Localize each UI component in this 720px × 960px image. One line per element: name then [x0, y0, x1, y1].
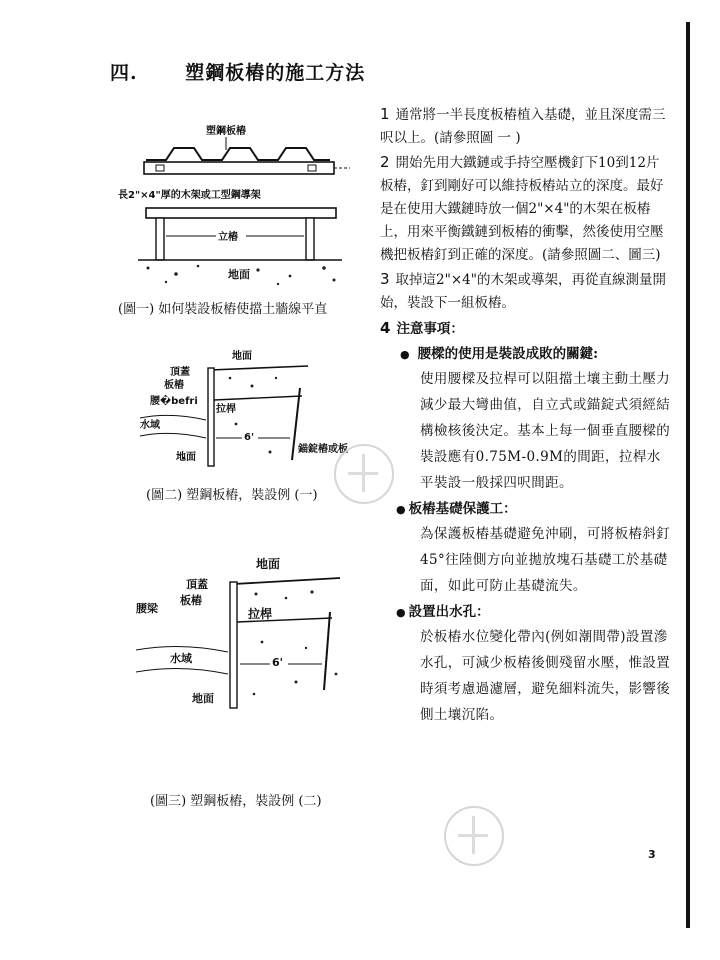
- watermark-stamp-icon-2: [444, 806, 504, 866]
- instructions-column: [380, 103, 672, 728]
- note-3-title: ● 設置出水孔：: [396, 601, 672, 624]
- note-2-title: ● 板樁基礎保護工：: [396, 498, 672, 521]
- fig2-label-anchor: 錨錠樁或板: [298, 444, 348, 455]
- step-2: 2 開始先用大鐵鏈或手持空壓機釘下10到12片板樁，釘到剛好可以維持板樁站立的深度。最好是在使用大鐵鏈時放一個2"×4"的木架在板樁上，用來平衡鐵鏈到板樁的衝擊，然後使用空壓機把板樁釘到正確的深度。(請參照圖二、圖三): [380, 153, 664, 263]
- fig3-label-top-ground: 地面: [256, 557, 281, 571]
- figure-1: [118, 120, 358, 290]
- figure-2: [140, 348, 370, 473]
- fig1-label-ground: 地面: [228, 268, 250, 281]
- fig2-label-pile: 板樁: [164, 380, 184, 391]
- fig3-label-cap: 頂蓋: [186, 578, 208, 591]
- note-3-body: 於板樁水位變化帶內(例如潮間帶)設置滲水孔，可減少板樁後側殘留水壓，惟設置時須考慮過濾層，避免細料流失，影響後側土壤沉陷。: [420, 629, 671, 723]
- fig1-label-sheet-pile: 塑鋼板樁: [206, 126, 246, 137]
- fig2-label-wale: 腰�befri: [150, 396, 198, 407]
- note-1-title: ● 腰樑的使用是裝設成敗的關鍵:: [400, 343, 672, 366]
- step-1: 1 通常將一半長度板樁植入基礎，並且深度需三呎以上。(請參照圖 一 ): [380, 105, 666, 146]
- fig3-label-wale: 腰梁: [136, 602, 158, 615]
- fig1-label-frame: 長2"×4"厚的木架或工型鋼導架: [118, 190, 261, 201]
- figure-1-drawing: [118, 120, 358, 290]
- figure-2-drawing: [140, 348, 370, 473]
- fig3-label-tie: 拉桿: [248, 607, 273, 621]
- fig2-label-ground: 地面: [176, 452, 196, 463]
- fig2-label-six: 6': [244, 432, 255, 443]
- page-number: 3: [648, 848, 656, 861]
- figure-1-caption: (圖一) 如何裝設板樁使擋土牆線平直: [118, 302, 328, 317]
- fig2-label-water: 水域: [140, 420, 160, 431]
- fig3-label-ground: 地面: [192, 692, 214, 705]
- section-title: 塑鋼板樁的施工方法: [185, 62, 366, 84]
- note-1-body: 使用腰樑及拉桿可以阻擋土壤主動土壓力減少最大彎曲值，自立式或錨錠式須經結構檢核後決定。基本上每一個垂直腰樑的裝設應有0.75M-0.9M的間距，拉桿水平裝設一般採四呎間距。: [420, 371, 671, 491]
- step-3: 3 取掉這2"×4"的木架或導架，再從直線測量開始，裝設下一組板樁。: [380, 270, 666, 311]
- notes-heading: 4 注意事項：: [380, 319, 464, 337]
- fig3-label-water: 水域: [170, 652, 192, 665]
- section-number: 四.: [110, 62, 138, 84]
- fig2-label-cap: 頂蓋: [170, 367, 190, 378]
- fig2-label-top-ground: 地面: [232, 351, 252, 362]
- fig1-label-pile: 立樁: [218, 232, 238, 243]
- figure-3-caption: (圖三) 塑鋼板樁，裝設例 (二): [150, 794, 322, 809]
- fig3-label-six: 6': [272, 656, 284, 669]
- figure-2-caption: (圖二) 塑鋼板樁，裝設例 (一): [146, 488, 318, 503]
- figure-3-drawing: [136, 554, 356, 714]
- watermark-stamp-icon: [334, 444, 394, 504]
- fig2-label-tie: 拉桿: [216, 404, 236, 415]
- note-2-body: 為保護板樁基礎避免沖刷，可將板樁斜釘45°往陸側方向並拋放塊石基礎工於基礎面，如此可防止基礎流失。: [420, 526, 671, 594]
- fig3-label-pile: 板樁: [180, 594, 202, 607]
- section-heading: [110, 58, 365, 85]
- page-edge-line: [686, 22, 690, 928]
- figure-3: [136, 554, 356, 714]
